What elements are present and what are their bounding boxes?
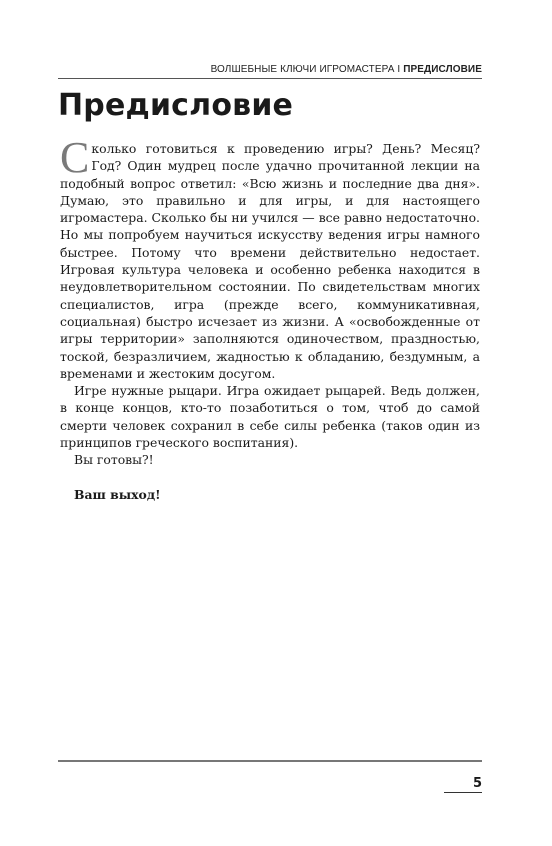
- drop-cap: С: [60, 133, 90, 182]
- running-header-series: ВОЛШЕБНЫЕ КЛЮЧИ ИГРОМАСТЕРА: [210, 64, 395, 75]
- page-title: Предисловие: [58, 88, 294, 123]
- running-header-separator: I: [397, 64, 401, 75]
- page-number-rule: [444, 792, 482, 793]
- running-header-section: ПРЕДИСЛОВИЕ: [403, 64, 482, 75]
- paragraph-1: [60, 133, 480, 382]
- header-rule: [58, 78, 482, 79]
- body-text: [60, 133, 480, 503]
- page-number: 5: [472, 776, 482, 791]
- paragraph-3: Вы готовы?!: [74, 452, 154, 468]
- paragraph-signoff: Ваш выход!: [74, 486, 161, 502]
- running-header: [58, 64, 482, 75]
- paragraph-1-text: колько готовиться к проведению игры? День? Месяц? Год? Один мудрец после удачно прочитанной лекции на подобный вопрос ответил: «Всю жизнь и последние два дня». Думаю, это правильно и для игры, и для настоящего игромастера. Сколько бы ни учился — все равно недостаточно. Но мы попробуем научиться искусству ведения игры намного быстрее. Потому что времени действительно недостает. Игровая культура человека и особенно ребенка находится в неудовлетворительном состоянии. По свидетельствам многих специалистов, игра (прежде всего, коммуникативная, социальная) быстро исчезает из жизни. А «освобожденные от игры территории» заполняются одиночеством, праздностью, тоской, безразличием, жадностью к обладанию, бездумным, а временами и жестоким досугом.: [60, 141, 480, 381]
- footer-rule: [58, 760, 482, 762]
- paragraph-2: Игре нужные рыцари. Игра ожидает рыцарей. Ведь должен, в конце концов, кто-то позаботиться о том, чтоб до самой смерти человек сохранил в себе силы ребенка (таков один из принципов греческого воспитания).: [60, 383, 480, 451]
